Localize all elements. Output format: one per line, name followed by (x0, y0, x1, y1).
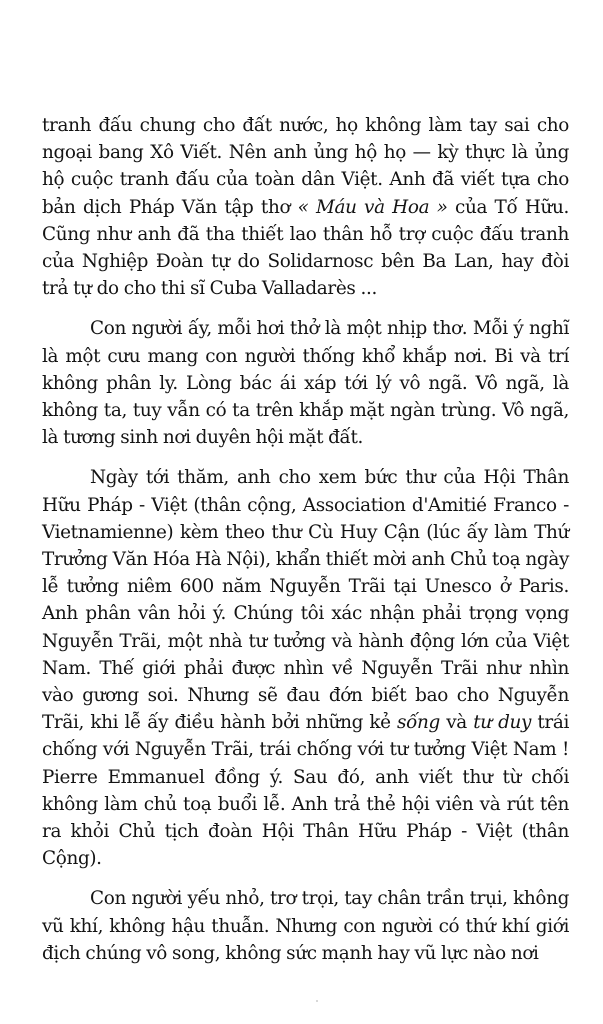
paragraph-text: trái chống với Nguyễn Trãi, trái chống với tư tưởng Việt Nam ! Pierre Emmanuel đồng ý. Sau đó, anh viết thư từ chối không làm chủ toạ buổi lễ. Anh trả thẻ hội viên và rút tên ra khỏi Chủ tịch đoàn Hội Thân Hữu Pháp - Việt (thân Cộng). (42, 712, 570, 870)
paragraph (42, 464, 569, 872)
paragraph-text: của Tố Hữu. Cũng như anh đã tha thiết lao thân hỗ trợ cuộc đấu tranh của Nghiệp Đoàn tự do Solidarnosc bên Ba Lan, hay đòi trả tự do cho thi sĩ Cuba Valladarès ... (42, 196, 569, 300)
paragraph (42, 112, 569, 302)
paragraph (42, 315, 569, 451)
paragraph-text: và (439, 712, 474, 734)
paragraph-text: Con người yếu nhỏ, trơ trọi, tay chân trần trụi, không vũ khí, không hậu thuẫn. Nhưng con người có thứ khí giới địch chúng vô song, không sức mạnh hay vũ lực nào nơi (42, 888, 569, 964)
paragraph (42, 885, 569, 967)
emphasis-text: tư duy (473, 712, 532, 734)
paragraph-text: Ngày tới thăm, anh cho xem bức thư của Hội Thân Hữu Pháp - Việt (thân cộng, Association d'Amitié Franco - Vietnamienne) kèm theo thư Cù Huy Cận (lúc ấy làm Thứ Trưởng Văn Hóa Hà Nội), khẩn thiết mời anh Chủ toạ ngày lễ tưởng niêm 600 năm Nguyễn Trãi tại Unesco ở Paris. Anh phân vân hỏi ý. Chúng tôi xác nhận phải trọng vọng Nguyễn Trãi, một nhà tư tưởng và hành động lớn của Việt Nam. Thế giới phải được nhìn về Nguyễn Trãi như nhìn vào gương soi. Nhưng sẽ đau đớn biết bao cho Nguyễn Trãi, khi lễ ấy điều hành bởi những kẻ (42, 467, 569, 734)
emphasis-text: sống (397, 712, 440, 734)
scan-speck (316, 1000, 318, 1002)
paragraph-text: tranh đấu chung cho đất nước, họ không làm tay sai cho ngoại bang Xô Viết. Nên anh ủng hộ họ — kỳ thực là ủng hộ cuộc tranh đấu của toàn dân Việt. Anh đã viết tựa cho bản dịch Pháp Văn tập thơ (42, 115, 569, 218)
paragraph-text: Con người ấy, mỗi hơi thở là một nhịp thơ. Mỗi ý nghĩ là một cưu mang con người thống khổ khắp nơi. Bi và trí không phân ly. Lòng bác ái xáp tới lý vô ngã. Vô ngã, là không ta, tuy vẫn có ta trên khắp mặt ngàn trùng. Vô ngã, là tương sinh nơi duyên hội mặt đất. (42, 318, 569, 449)
book-page (42, 112, 569, 980)
poem-title: « Máu và Hoa » (297, 196, 448, 218)
